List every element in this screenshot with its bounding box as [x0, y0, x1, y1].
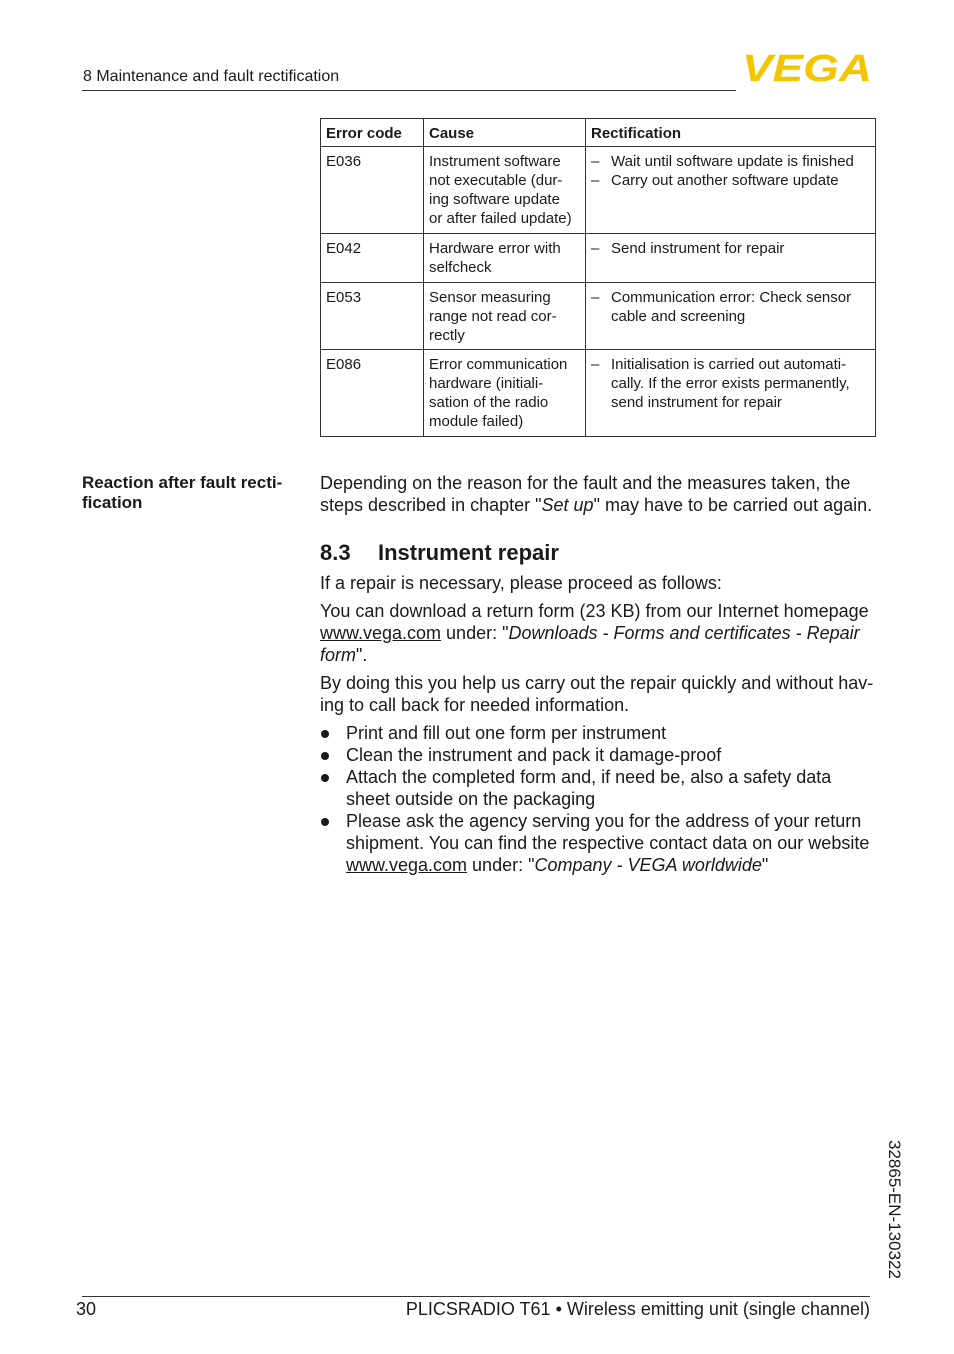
- dash: –: [591, 240, 600, 257]
- cause-cell: Hardware error with selfcheck: [424, 234, 586, 283]
- bullet-icon: [321, 730, 329, 738]
- dash: –: [591, 172, 600, 189]
- section-number: 8.3: [320, 540, 351, 565]
- reaction-paragraph: Depending on the reason for the fault and the measures taken, the steps described in chapter "Set up" may have to be carried out again.: [320, 473, 873, 515]
- table-row: [321, 283, 876, 350]
- cause-cell: Sensor measuring range not read cor- rectly: [424, 283, 586, 350]
- bullet-icon: [321, 752, 329, 760]
- list-item: Clean the instrument and pack it damage-proof: [320, 744, 876, 766]
- header-rectification: Rectification: [586, 119, 876, 147]
- header-cause: Cause: [424, 119, 586, 147]
- rectification-step: Communication error: Check sensor cable and screening: [611, 289, 852, 325]
- rectification-cell: [586, 283, 876, 350]
- intro-paragraph: If a repair is necessary, please proceed as follows:: [320, 573, 722, 593]
- bullet-icon: [321, 818, 329, 826]
- dash: –: [591, 153, 600, 170]
- vega-logo: [742, 51, 874, 83]
- list-item: Please ask the agency serving you for the address of your return shipment. You can find the respective contact data on our website www.vega.com under: "Company - VEGA worldwide": [320, 810, 876, 876]
- header-rule: [82, 90, 736, 91]
- cause-cell: Instrument software not executable (dur- ing software update or after failed update): [424, 147, 586, 234]
- list-item: Print and fill out one form per instrument: [320, 722, 876, 744]
- rectification-step: Initialisation is carried out automati- cally. If the error exists permanently, send instrument for repair: [611, 356, 850, 411]
- section-heading: [320, 540, 559, 566]
- running-header: 8 Maintenance and fault rectification: [83, 68, 340, 85]
- rectification-step: Carry out another software update: [611, 172, 839, 189]
- page-number: 30: [76, 1299, 97, 1319]
- document-id: 32865-EN-130322: [885, 1140, 904, 1279]
- table-row: [321, 350, 876, 437]
- section-title: Instrument repair: [378, 540, 559, 565]
- svg-text:VEGA: VEGA: [742, 51, 872, 83]
- error-code-table: [320, 118, 876, 437]
- error-code-cell: E086: [321, 350, 424, 437]
- website-link[interactable]: www.vega.com: [320, 623, 442, 643]
- rectification-step: Send instrument for repair: [611, 240, 785, 257]
- side-heading: Reaction after fault recti- fication: [82, 473, 283, 512]
- table-row: [321, 234, 876, 283]
- error-code-cell: E036: [321, 147, 424, 234]
- error-code-cell: E053: [321, 283, 424, 350]
- dash: –: [591, 289, 600, 306]
- bullet-icon: [321, 774, 329, 782]
- table-header-row: [321, 119, 876, 147]
- repair-steps-list: [320, 722, 876, 876]
- dash: –: [591, 356, 600, 373]
- rectification-cell: [586, 234, 876, 283]
- footer-rule: [82, 1296, 870, 1297]
- info-paragraph: By doing this you help us carry out the repair quickly and without hav-ing to call back for needed information.: [320, 673, 874, 715]
- list-item: Attach the completed form and, if need be, also a safety data sheet outside on the packaging: [320, 766, 876, 810]
- table-row: [321, 147, 876, 234]
- rectification-cell: [586, 350, 876, 437]
- footer-product-title: PLICSRADIO T61 • Wireless emitting unit (single channel): [405, 1299, 870, 1319]
- cause-cell: Error communication hardware (initiali- sation of the radio module failed): [424, 350, 586, 437]
- header-error-code: Error code: [321, 119, 424, 147]
- rectification-cell: [586, 147, 876, 234]
- rectification-step: Wait until software update is finished: [611, 153, 854, 170]
- error-code-cell: E042: [321, 234, 424, 283]
- website-link[interactable]: www.vega.com: [346, 855, 468, 875]
- download-paragraph: You can download a return form (23 KB) from our Internet homepage www.vega.com under: "Downloads - Forms and certificates - Repair form".: [320, 601, 869, 665]
